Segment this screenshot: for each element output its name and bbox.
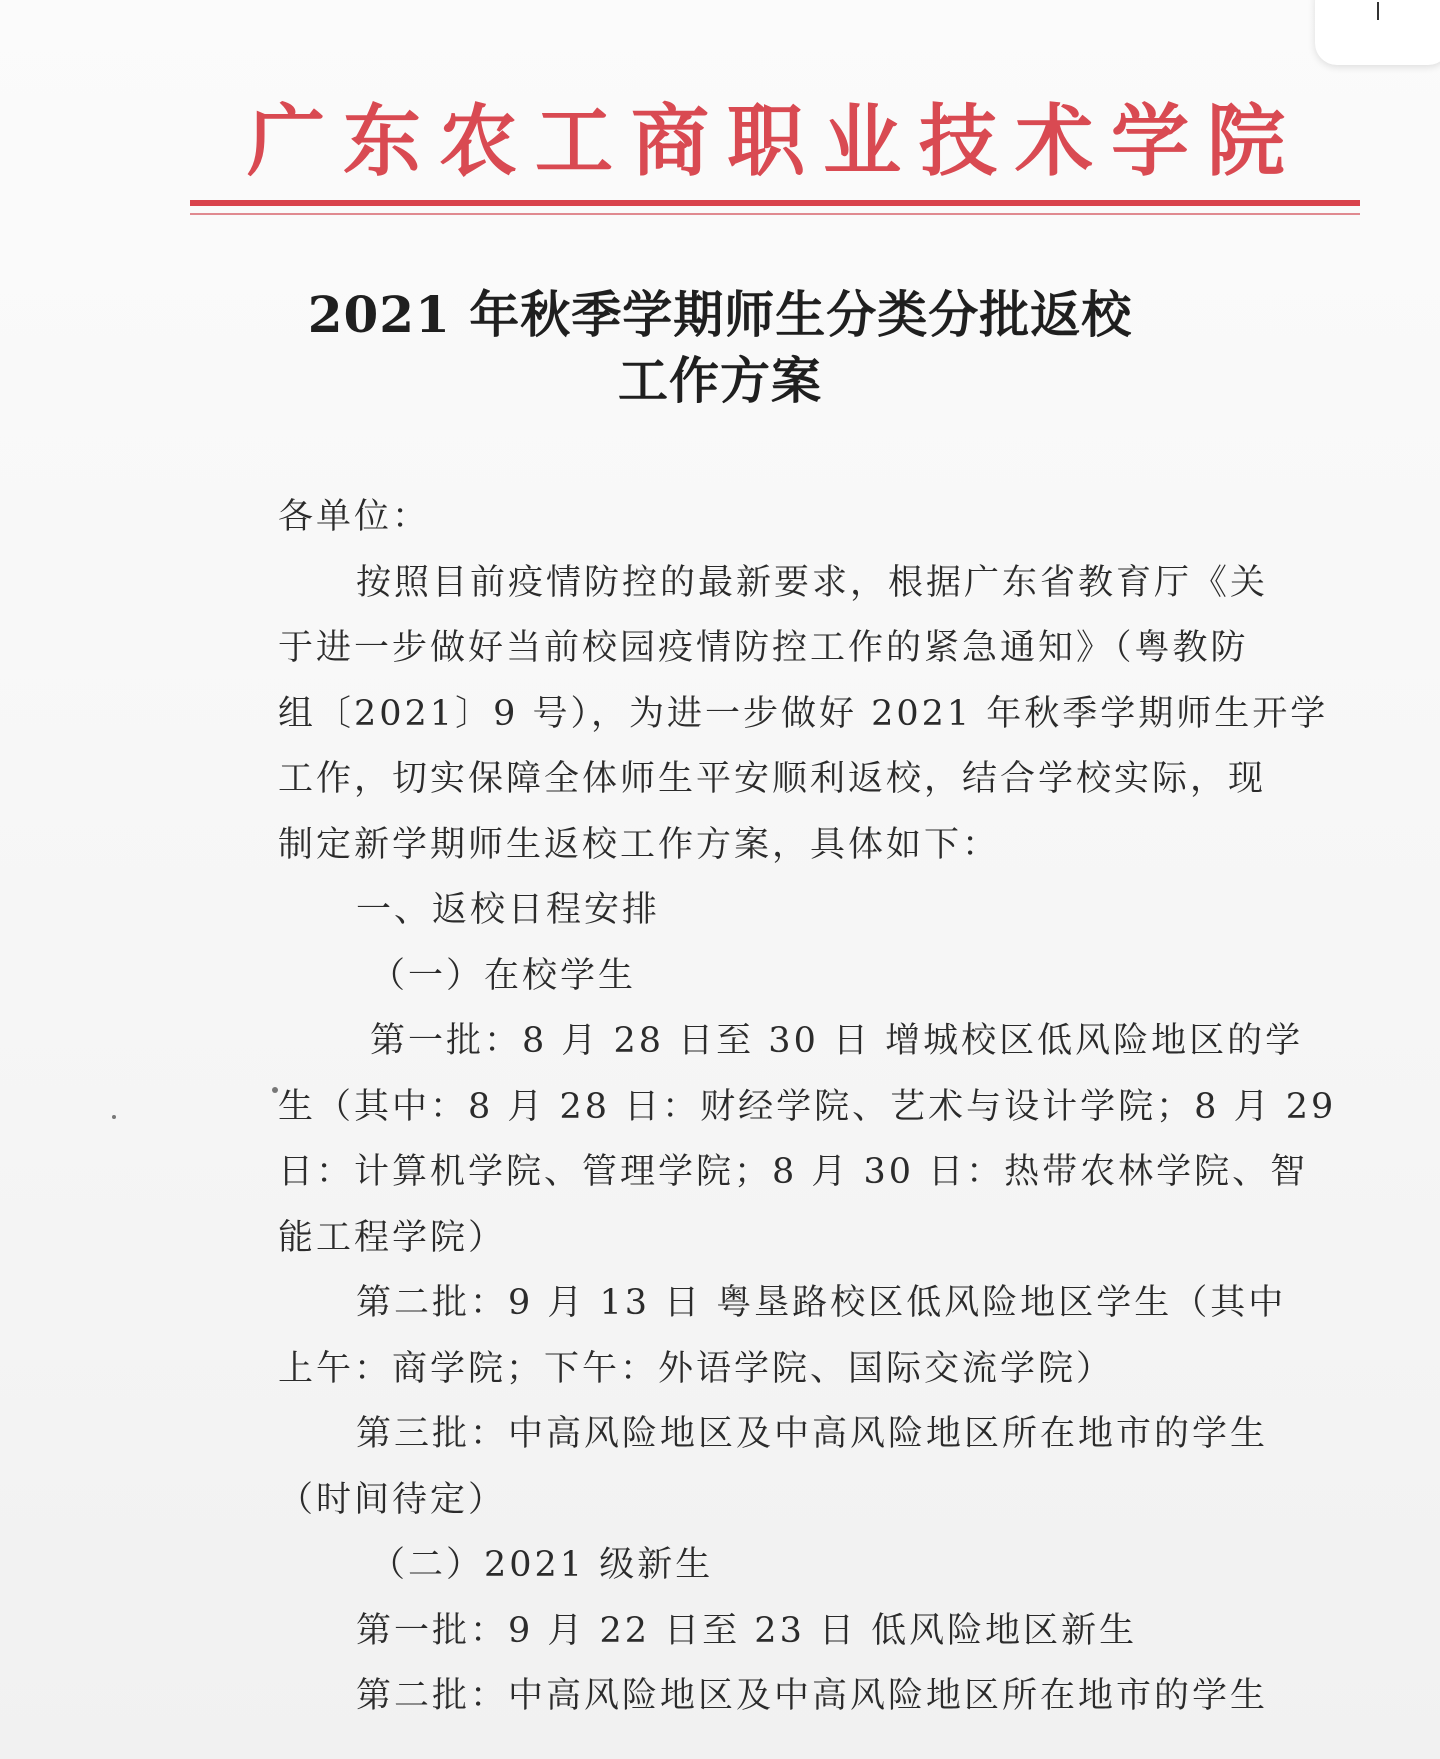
scan-speck bbox=[272, 1087, 278, 1093]
batch-item-line: （时间待定） bbox=[278, 1479, 507, 1520]
subsection-heading: （二）2021 级新生 bbox=[370, 1545, 714, 1585]
text-cursor-icon bbox=[1377, 2, 1379, 20]
body-paragraph-line: 工作，切实保障全体师生平安顺利返校，结合学校实际，现 bbox=[278, 759, 1267, 799]
document-body bbox=[278, 485, 1337, 1730]
batch-item-line: 第一批：9 月 22 日至 23 日 低风险地区新生 bbox=[356, 1610, 1138, 1651]
batch-item-line: 生（其中：8 月 28 日：财经学院、艺术与设计学院；8 月 29 bbox=[278, 1086, 1337, 1127]
letterhead-institution-name: 广东农工商职业技术学院 bbox=[246, 97, 1303, 187]
document-title-line-1: 2021 年秋季学期师生分类分批返校 bbox=[307, 285, 1133, 344]
letterhead-thin-rule bbox=[190, 213, 1360, 215]
batch-item-line: 第二批：9 月 13 日 粤垦路校区低风险地区学生（其中 bbox=[356, 1283, 1287, 1323]
subsection-heading: （一）在校学生 bbox=[370, 955, 637, 996]
batch-item-line: 第二批：中高风险地区及中高风险地区所在地市的学生 bbox=[356, 1676, 1269, 1716]
batch-item-line: 第一批：8 月 28 日至 30 日 增城校区低风险地区的学 bbox=[370, 1021, 1304, 1061]
batch-item-line: 上午：商学院；下午：外语学院、国际交流学院） bbox=[278, 1348, 1115, 1389]
document-title bbox=[0, 282, 1440, 414]
salutation: 各单位： bbox=[278, 497, 431, 537]
letterhead-red-rule bbox=[190, 200, 1360, 206]
body-paragraph-line: 于进一步做好当前校园疫情防控工作的紧急通知》（粤教防 bbox=[278, 628, 1249, 668]
body-paragraph-line: 组〔2021〕9 号），为进一步做好 2021 年秋季学期师生开学 bbox=[278, 693, 1329, 734]
scan-speck bbox=[112, 1115, 116, 1119]
batch-item-line: 日：计算机学院、管理学院；8 月 30 日：热带农林学院、智 bbox=[278, 1152, 1309, 1192]
batch-item-line: 第三批：中高风险地区及中高风险地区所在地市的学生 bbox=[356, 1414, 1269, 1454]
section-heading: 一、返校日程安排 bbox=[356, 890, 661, 930]
corner-ui-tab[interactable] bbox=[1315, 0, 1440, 65]
document-title-line-2: 工作方案 bbox=[618, 351, 822, 410]
body-paragraph-line: 制定新学期师生返校工作方案，具体如下： bbox=[278, 824, 1001, 865]
batch-item-line: 能工程学院） bbox=[278, 1217, 507, 1258]
body-paragraph-line: 按照目前疫情防控的最新要求，根据广东省教育厅《关 bbox=[356, 562, 1269, 603]
